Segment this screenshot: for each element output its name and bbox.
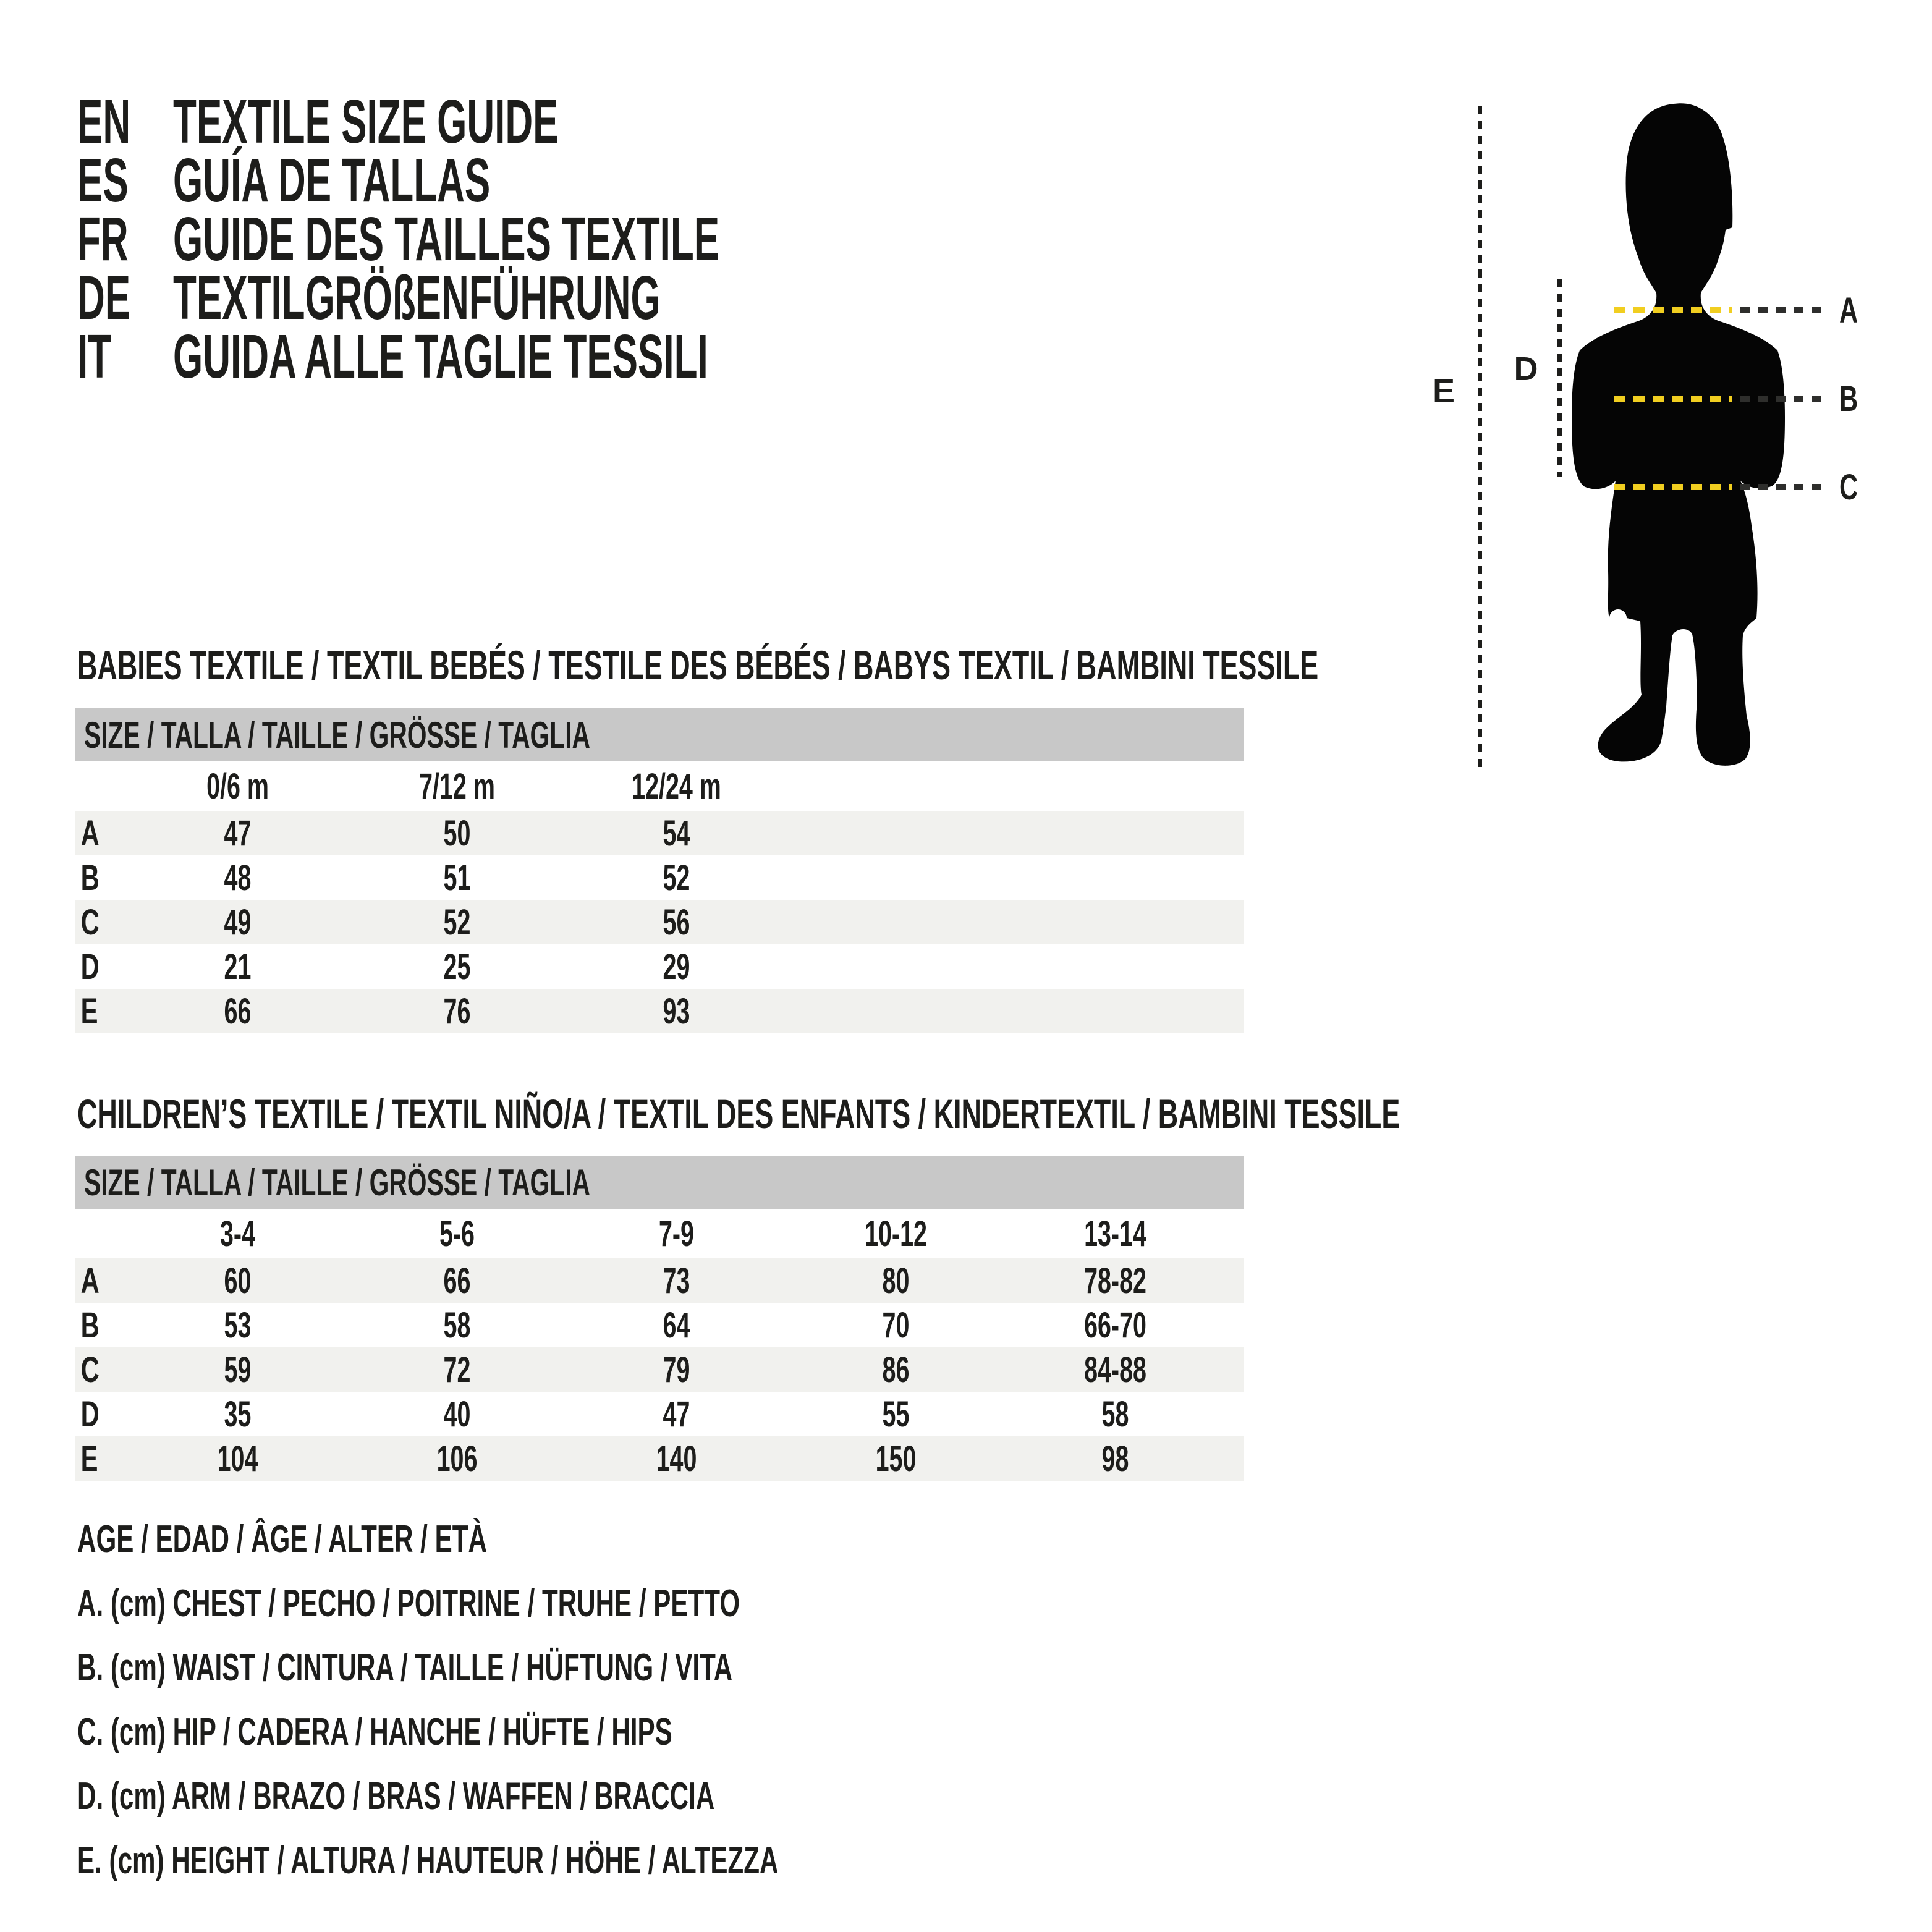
lang-code: ES xyxy=(77,146,129,215)
row-label: A xyxy=(80,1260,100,1301)
waist-dash-dark xyxy=(1740,396,1822,402)
table-cell: 29 xyxy=(663,946,690,987)
table-cell: 52 xyxy=(443,902,471,943)
lang-row-fr xyxy=(77,205,1054,274)
lang-title: GUÍA DE TALLAS xyxy=(173,146,491,215)
lang-title: TEXTILE SIZE GUIDE xyxy=(173,87,559,156)
babies-size-header-bar xyxy=(75,708,1244,761)
lang-row-it xyxy=(77,322,1054,391)
row-label: A xyxy=(80,813,100,854)
lang-title: GUIDE DES TAILLES TEXTILE xyxy=(173,205,720,274)
table-cell: 93 xyxy=(663,991,690,1032)
table-cell: 86 xyxy=(882,1349,910,1390)
legend-text: D. (cm) ARM / BRAZO / BRAS / WAFFEN / BRACCIA xyxy=(77,1774,715,1818)
table-row xyxy=(75,1258,1244,1303)
table-cell: 106 xyxy=(436,1438,478,1479)
legend-text: E. (cm) HEIGHT / ALTURA / HAUTEUR / HÖHE / ALTEZZA xyxy=(77,1839,779,1882)
table-cell: 104 xyxy=(217,1438,258,1479)
table-row xyxy=(75,944,1244,989)
figure-label-e: E xyxy=(1432,373,1455,410)
legend-line-arm xyxy=(77,1764,1108,1828)
table-cell: 66 xyxy=(224,991,252,1032)
row-label: D xyxy=(80,946,100,987)
column-header: 5-6 xyxy=(439,1213,475,1254)
figure-label-a: A xyxy=(1839,290,1858,331)
table-cell: 66 xyxy=(443,1260,471,1301)
children-column-header-row xyxy=(75,1209,1244,1258)
table-row xyxy=(75,1392,1244,1436)
table-cell: 47 xyxy=(224,813,252,854)
table-cell: 49 xyxy=(224,902,252,943)
figure-label-b: B xyxy=(1839,378,1858,419)
hip-dash-dark xyxy=(1740,484,1822,490)
hip-measure-line xyxy=(1614,467,1865,507)
table-cell: 66-70 xyxy=(1084,1305,1146,1345)
lang-code: EN xyxy=(77,87,131,156)
table-cell: 48 xyxy=(224,857,252,898)
arm-measure-dashed-line xyxy=(1557,279,1562,477)
table-cell: 40 xyxy=(443,1394,471,1434)
table-cell: 50 xyxy=(443,813,471,854)
column-header: 10-12 xyxy=(865,1213,927,1254)
row-label: D xyxy=(80,1394,100,1434)
lang-row-de xyxy=(77,263,1054,333)
table-cell: 84-88 xyxy=(1084,1349,1146,1390)
lang-title: GUIDA ALLE TAGLIE TESSILI xyxy=(173,322,708,391)
table-cell: 52 xyxy=(663,857,690,898)
table-cell: 58 xyxy=(1101,1394,1129,1434)
table-cell: 64 xyxy=(663,1305,690,1345)
column-header: 3-4 xyxy=(219,1213,255,1254)
table-cell: 73 xyxy=(663,1260,690,1301)
column-header: 12/24 m xyxy=(632,766,721,807)
legend-line-chest xyxy=(77,1571,1108,1635)
legend-text: AGE / EDAD / ÂGE / ALTER / ETÀ xyxy=(77,1517,487,1561)
table-cell: 58 xyxy=(443,1305,471,1345)
table-cell: 79 xyxy=(663,1349,690,1390)
waist-measure-line xyxy=(1614,379,1865,418)
hip-dash-yellow xyxy=(1614,484,1732,490)
babies-section-title xyxy=(77,642,1902,688)
table-row xyxy=(75,855,1244,900)
table-cell: 35 xyxy=(224,1394,252,1434)
row-label: B xyxy=(80,857,100,898)
chest-dash-dark xyxy=(1740,307,1822,313)
table-row xyxy=(75,900,1244,944)
column-header: 13-14 xyxy=(1084,1213,1146,1254)
legend-text: B. (cm) WAIST / CINTURA / TAILLE / HÜFTUNG / VITA xyxy=(77,1646,733,1689)
legend-line-hip xyxy=(77,1700,1108,1764)
lang-row-en xyxy=(77,87,1054,156)
table-cell: 98 xyxy=(1101,1438,1129,1479)
babies-section-title-text: BABIES TEXTILE / TEXTIL BEBÉS / TESTILE DES BÉBÉS / BABYS TEXTIL / BAMBINI TESSILE xyxy=(77,642,1319,688)
column-header: 7-9 xyxy=(658,1213,694,1254)
table-cell: 76 xyxy=(443,991,471,1032)
table-cell: 60 xyxy=(224,1260,252,1301)
table-cell: 21 xyxy=(224,946,252,987)
lang-title: TEXTILGRÖßENFÜHRUNG xyxy=(173,263,661,333)
legend-line-height xyxy=(77,1828,1108,1892)
table-cell: 51 xyxy=(443,857,471,898)
babies-size-header-text: SIZE / TALLA / TAILLE / GRÖSSE / TAGLIA xyxy=(84,714,591,756)
table-cell: 80 xyxy=(882,1260,910,1301)
lang-code: IT xyxy=(77,322,112,391)
chest-measure-line xyxy=(1614,290,1865,330)
legend-text: A. (cm) CHEST / PECHO / POITRINE / TRUHE / PETTO xyxy=(77,1582,740,1625)
table-cell: 59 xyxy=(224,1349,252,1390)
row-label: C xyxy=(80,902,100,943)
children-size-header-text: SIZE / TALLA / TAILLE / GRÖSSE / TAGLIA xyxy=(84,1161,591,1203)
column-header: 7/12 m xyxy=(419,766,495,807)
babies-column-header-row xyxy=(75,761,1244,811)
row-label: E xyxy=(80,991,98,1032)
measurement-legend xyxy=(77,1507,1108,1892)
table-cell: 140 xyxy=(656,1438,697,1479)
row-label: C xyxy=(80,1349,100,1390)
table-cell: 55 xyxy=(882,1394,910,1434)
lang-row-es xyxy=(77,146,1054,215)
table-row xyxy=(75,989,1244,1033)
table-cell: 70 xyxy=(882,1305,910,1345)
table-row xyxy=(75,811,1244,855)
chest-dash-yellow xyxy=(1614,307,1732,313)
figure-label-c: C xyxy=(1839,467,1858,507)
table-cell: 47 xyxy=(663,1394,690,1434)
table-row xyxy=(75,1303,1244,1347)
table-cell: 150 xyxy=(875,1438,917,1479)
table-row xyxy=(75,1436,1244,1481)
children-size-header-bar xyxy=(75,1156,1244,1209)
legend-line-age xyxy=(77,1507,1108,1571)
row-label: E xyxy=(80,1438,98,1479)
table-cell: 25 xyxy=(443,946,471,987)
lang-code: FR xyxy=(77,205,129,274)
table-cell: 78-82 xyxy=(1084,1260,1146,1301)
table-cell: 53 xyxy=(224,1305,252,1345)
waist-dash-yellow xyxy=(1614,396,1732,402)
table-cell: 54 xyxy=(663,813,690,854)
children-section-title-text: CHILDREN’S TEXTILE / TEXTIL NIÑO/A / TEXTIL DES ENFANTS / KINDERTEXTIL / BAMBINI TESSILE xyxy=(77,1091,1400,1137)
column-header: 0/6 m xyxy=(206,766,269,807)
table-cell: 72 xyxy=(443,1349,471,1390)
lang-code: DE xyxy=(77,263,131,333)
row-label: B xyxy=(80,1305,100,1345)
table-cell: 56 xyxy=(663,902,690,943)
language-title-block xyxy=(77,87,1054,391)
children-section-title xyxy=(77,1090,1932,1137)
figure-label-d: D xyxy=(1514,350,1538,388)
table-row xyxy=(75,1347,1244,1392)
legend-text: C. (cm) HIP / CADERA / HANCHE / HÜFTE / HIPS xyxy=(77,1710,672,1753)
legend-line-waist xyxy=(77,1635,1108,1700)
